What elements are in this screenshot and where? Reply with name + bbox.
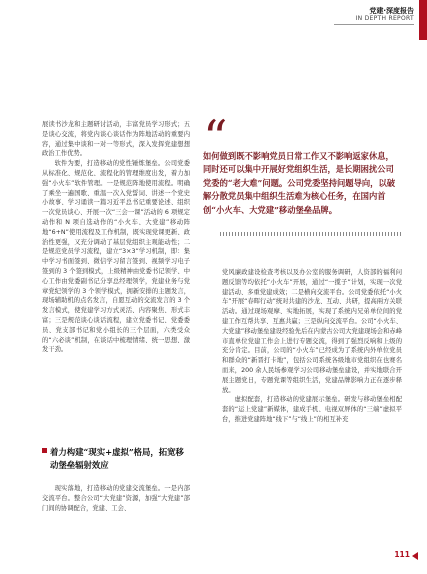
heading-marker-icon <box>42 448 47 453</box>
page-header <box>317 0 427 28</box>
page-number-text: 111 <box>394 550 410 559</box>
paragraph: 虚拟配套，打造移动的党建展示堡垒。研发与移动堡垒相配套的“运上党建”新媒体，建成手机、电视双屏体的“三端”虚拟平台，推进党建阵地“线下”与“线上”的相互补充 <box>222 396 402 423</box>
right-column <box>222 268 402 425</box>
section-heading-text: 着力构建“现实+虚拟”格局，拓宽移动堡垒辐射效应 <box>50 447 184 470</box>
paragraph: 现实落地，打造移动的党建交流堡垒。一是内部交流平台。整合公司“大党建”资源，加强“大党建”部门间的协调配合，党建、工会、 <box>42 485 190 512</box>
header-accent-bar <box>419 0 427 40</box>
paragraph: 展读书沙龙和主题研讨活动，丰富党员学习形式；五是谈心交流，将党内谈心谈话作为阵地活动的重要内容，通过集中谈和一对一等形式，深入发挥党建想想政治工作优势。 <box>42 121 190 158</box>
quote-mark-icon: “ <box>203 110 228 166</box>
page-number <box>368 550 418 562</box>
section-title: 党建·深度报告 <box>369 7 414 15</box>
triangle-icon <box>412 552 418 560</box>
left-column-lower <box>42 484 190 513</box>
pull-quote: 如何做到既不影响党员日常工作又不影响返家休息，同时还可以集中开展好党组织生活，是长期困扰公司党委的“老大难”问题。公司党委坚持问题导向，以破解分散党员集中组织生活难为核心任务，在国内首创“小火车、大党建”移动堡垒品牌。 <box>203 151 396 215</box>
header-divider <box>334 24 414 25</box>
left-column <box>42 120 190 355</box>
section-heading <box>42 446 192 471</box>
paragraph: 软件为要，打造移动的党性锤炼堡垒。公司党委从标准化、规范化、流程化的管理维度出发，着力加强“小火车”软件管理。一是规范阵地使用流程。明确了乘坐一遍国歌、重温一次入党誓词、讲述一个党史小故事、学习诵读一篇习近平总书记重要论述、组织一次党员谈心、开展一次“三会一课”活动的 6 项规定动作和 N 项自选动作的“小火车、大党建”移动阵地“6+N”使用流程及工作机制，既实现党课更新、政治性更强，又充分调动了基层党组织主观能动性；二是规范党员学习流程，建立“3×3”学习机制，即：集中学习书面签到、微信学习留言签到、视频学习电子签到的 3 个签到模式，上级精神由党委书记领学、中心工作由党委副书记分享总经理领学，党建业务与党章党纪领学的 3 个领学模式，拥新安排的主题发言，现场辅助机的点名发言，自愿互动的交流发言的 3 个发言模式，使党建学习方式灵活、内容聚焦、形式丰富；三是规范谈心谈话流程，建立党委书记、党委委员、党支部书记和党小组长的三个层面，六类受众的“六必谈”机制，在谈话中梳理情绪、统一思想、激发干劲。 <box>42 160 190 354</box>
paragraph: 党风廉政建设检查考核以及办公室的服务调研，人资部的福利问题反馈等均依托“小火车”开展，通过“一揽子”计划，实现一次党建活动、多重党建成效；二是横向交流平台。公司党委依托“小火车”开展“春晖行动”统对共建的沙龙、互动、共研，提高兩方关联活动。通过现场观摩、实地拓展，实现了系统内兄弟单位间的党建工作互帮共享、互惠共赢；三是纵向交流平台。公司“小火车、大党建”移动堡垒建设经验先后在内蒙古公司大党建现场会和赤峰市直单位党建工作会上进行专题交流，得到了强烈反响和上级的充分肯定。目前，公司的“小火车”已经成为了系统内外单位党员和群众的“新晋打卡地”，包括公司系统各级地市党组织在也赛名而来，200 余人民场参观学习公司移动堡垒建设，并实地联合开展主题党日，专题党课等组织生活，党建品牌影响力正在逐步释放。 <box>222 269 402 394</box>
quote-divider <box>220 232 402 236</box>
section-subtitle: IN DEPTH REPORT <box>355 15 414 22</box>
